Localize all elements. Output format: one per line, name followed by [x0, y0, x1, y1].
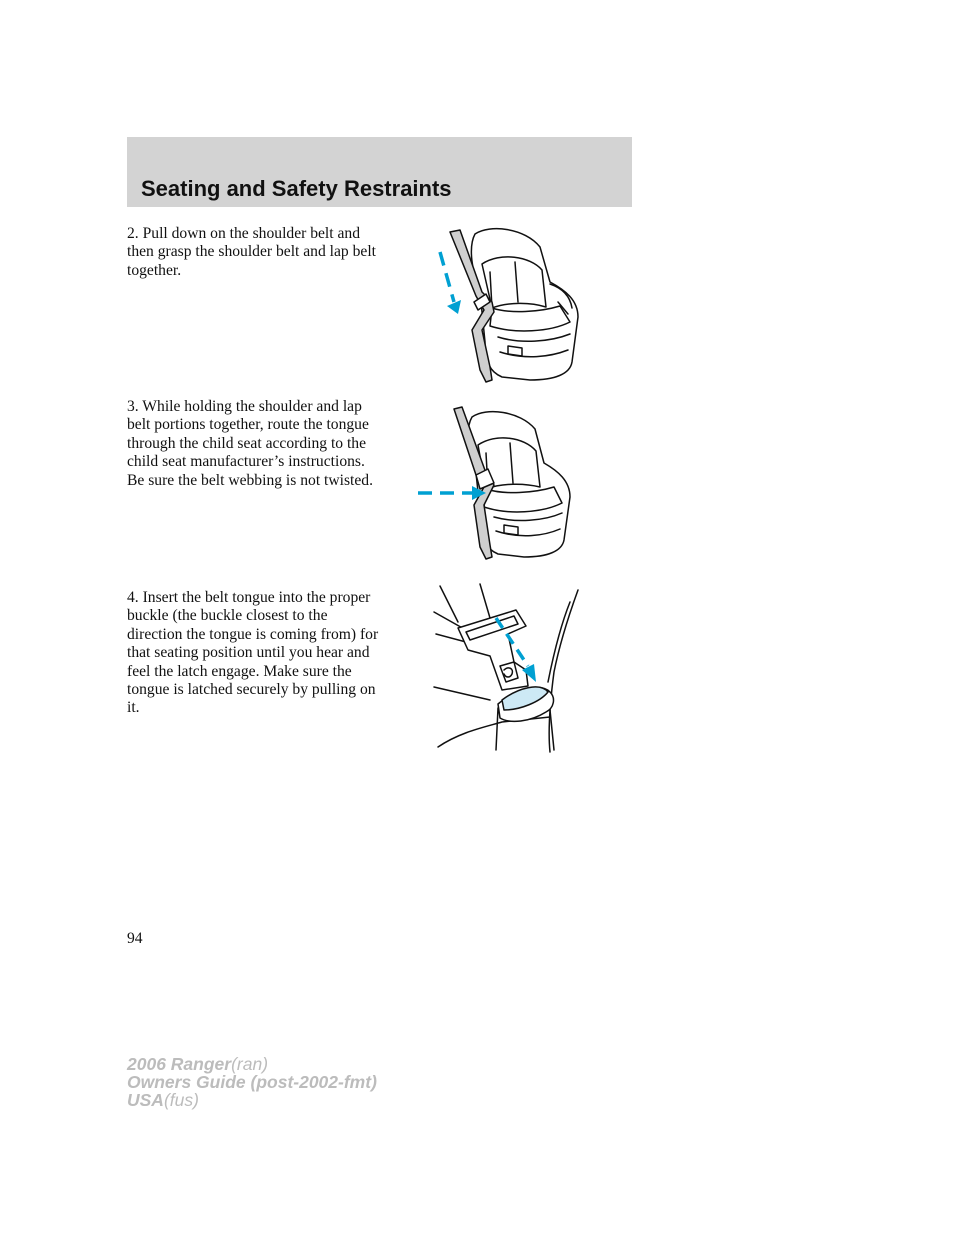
- child-seat-pull-belt-illustration: [430, 222, 590, 392]
- footer-market: USA: [127, 1090, 164, 1110]
- footer-model-code: (ran): [231, 1054, 269, 1074]
- section-title: Seating and Safety Restraints: [141, 176, 452, 201]
- page-number: 94: [127, 930, 143, 947]
- step-4-text: 4. Insert the belt tongue into the proper buckle (the buckle closest to the direction the tongue is coming from) for that seating position until you hear and feel the latch engage. Make sure the tongue is latched securely by pulling on it.: [127, 589, 379, 717]
- footer-market-code: (fus): [163, 1090, 199, 1110]
- step-3-text: 3. While holding the shoulder and lap belt portions together, route the tongue through the child seat according to the child seat manufacturer’s instructions. Be sure the belt webbing is not twisted.: [127, 398, 373, 489]
- step-2-text: 2. Pull down on the shoulder belt and then grasp the shoulder belt and lap belt together.: [127, 225, 376, 279]
- footer-model: 2006 Ranger: [127, 1054, 232, 1074]
- belt-tongue-insert-buckle-illustration: [430, 582, 590, 757]
- child-seat-route-tongue-illustration: [410, 405, 580, 570]
- footer-guide: Owners Guide (post-2002-fmt): [127, 1072, 377, 1092]
- footer-print-info: [127, 1055, 377, 1109]
